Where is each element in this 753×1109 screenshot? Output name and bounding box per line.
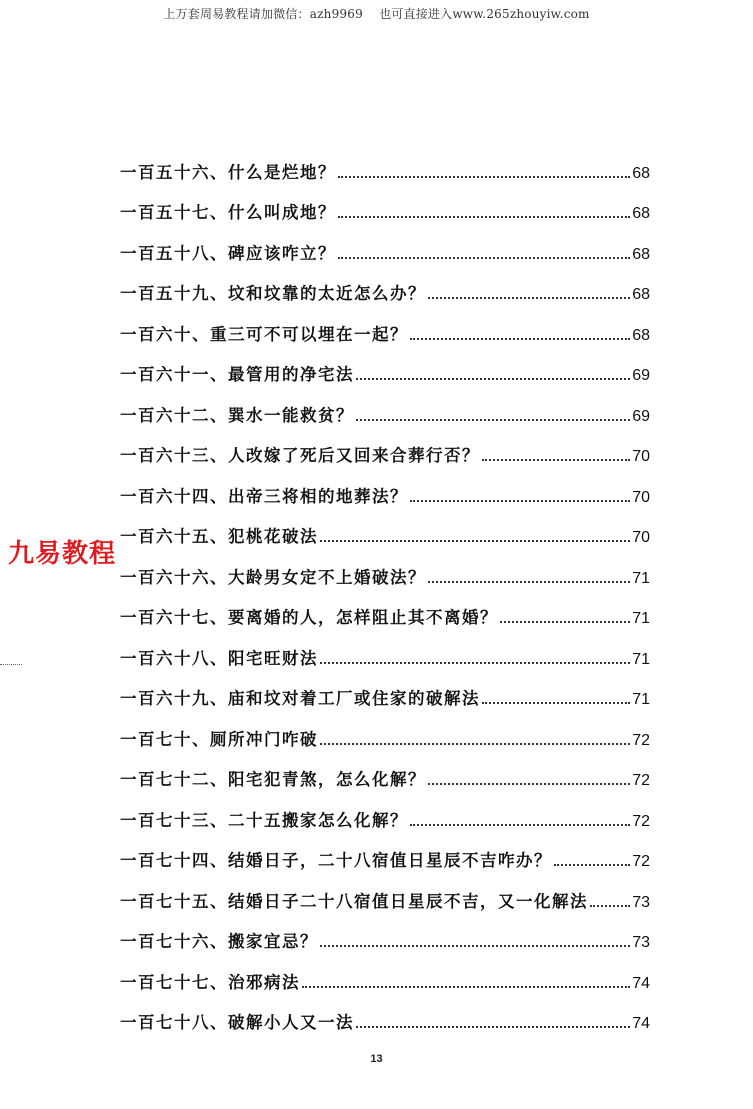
toc-entry[interactable] bbox=[120, 588, 650, 629]
toc-entry[interactable] bbox=[120, 871, 650, 912]
toc-entry-title: 一百六十二、巽水一能救贫？ bbox=[120, 405, 354, 425]
toc-entry[interactable] bbox=[120, 264, 650, 305]
toc-entry[interactable] bbox=[120, 993, 650, 1034]
toc-entry-page: 71 bbox=[632, 650, 650, 668]
toc-entry-page: 70 bbox=[632, 529, 650, 546]
toc-entry-page: 71 bbox=[632, 610, 650, 627]
toc-entry[interactable] bbox=[120, 790, 650, 831]
watermark-logo: 九易教程 bbox=[8, 539, 117, 569]
toc-entry[interactable] bbox=[120, 912, 650, 953]
toc-entry-page: 73 bbox=[632, 893, 650, 911]
toc-entry-page: 71 bbox=[632, 569, 650, 587]
toc-entry-title: 一百六十三、人改嫁了死后又回来合葬行否？ bbox=[120, 446, 480, 465]
toc-entry[interactable] bbox=[120, 345, 650, 386]
toc-entry-title: 一百七十五、结婚日子二十八宿值日星辰不吉，又一化解法 bbox=[120, 891, 588, 911]
leader-dots bbox=[554, 864, 630, 866]
toc-entry-title: 一百五十八、碑应该咋立？ bbox=[120, 243, 336, 263]
page-number: 13 bbox=[370, 1053, 383, 1065]
leader-dots bbox=[338, 216, 630, 218]
toc-entry[interactable] bbox=[120, 223, 650, 264]
toc-entry-title: 一百六十、重三可不可以埋在一起？ bbox=[120, 324, 408, 344]
toc-entry-title: 一百五十七、什么叫成地？ bbox=[120, 203, 336, 222]
margin-mark bbox=[0, 664, 22, 665]
toc-entry-title: 一百七十三、二十五搬家怎么化解？ bbox=[120, 810, 408, 830]
toc-entry-page: 72 bbox=[632, 853, 650, 870]
toc-entry-page: 70 bbox=[632, 448, 650, 465]
leader-dots bbox=[410, 824, 630, 826]
leader-dots bbox=[356, 1026, 630, 1028]
leader-dots bbox=[356, 378, 630, 380]
toc-entry-page: 72 bbox=[632, 731, 650, 749]
toc-entry[interactable] bbox=[120, 507, 650, 548]
toc-entry-page: 71 bbox=[632, 691, 650, 708]
toc-entry-title: 一百六十八、阳宅旺财法 bbox=[120, 648, 318, 668]
leader-dots bbox=[356, 419, 630, 421]
toc-entry-page: 74 bbox=[632, 1015, 650, 1032]
table-of-contents bbox=[120, 142, 650, 1033]
leader-dots bbox=[338, 257, 630, 259]
leader-dots bbox=[482, 459, 630, 461]
toc-entry[interactable] bbox=[120, 142, 650, 183]
toc-entry-title: 一百六十九、庙和坟对着工厂或住家的破解法 bbox=[120, 689, 480, 708]
leader-dots bbox=[320, 945, 630, 947]
toc-entry-title: 一百六十六、大龄男女定不上婚破法？ bbox=[120, 567, 426, 587]
toc-entry[interactable] bbox=[120, 952, 650, 993]
leader-dots bbox=[320, 540, 630, 542]
toc-entry-page: 74 bbox=[632, 974, 650, 992]
toc-entry-page: 72 bbox=[632, 772, 650, 789]
leader-dots bbox=[500, 621, 630, 623]
toc-entry-title: 一百七十七、治邪病法 bbox=[120, 972, 300, 992]
toc-entry[interactable] bbox=[120, 750, 650, 791]
leader-dots bbox=[338, 176, 630, 178]
toc-entry[interactable] bbox=[120, 304, 650, 345]
toc-entry-title: 一百七十、厕所冲门咋破 bbox=[120, 729, 318, 749]
toc-entry[interactable] bbox=[120, 547, 650, 588]
toc-entry-page: 68 bbox=[632, 245, 650, 263]
toc-entry-title: 一百七十六、搬家宜忌？ bbox=[120, 932, 318, 951]
toc-entry-title: 一百五十六、什么是烂地？ bbox=[120, 162, 336, 182]
toc-entry-title: 一百五十九、坟和坟靠的太近怎么办？ bbox=[120, 284, 426, 303]
toc-entry-title: 一百六十四、出帝三将相的地葬法？ bbox=[120, 486, 408, 506]
toc-entry[interactable] bbox=[120, 709, 650, 750]
leader-dots bbox=[482, 702, 630, 704]
toc-entry-page: 70 bbox=[632, 488, 650, 506]
toc-entry-page: 73 bbox=[632, 934, 650, 951]
toc-entry-page: 69 bbox=[632, 367, 650, 384]
toc-entry-page: 68 bbox=[632, 326, 650, 344]
toc-entry[interactable] bbox=[120, 183, 650, 224]
leader-dots bbox=[428, 297, 630, 299]
toc-entry-page: 68 bbox=[632, 205, 650, 222]
toc-entry[interactable] bbox=[120, 831, 650, 872]
toc-entry-page: 68 bbox=[632, 164, 650, 182]
header-banner: 上万套周易教程请加微信：azh9969 也可直接进入www.265zhouyiw.com bbox=[163, 7, 590, 21]
toc-entry-title: 一百六十一、最管用的净宅法 bbox=[120, 365, 354, 384]
toc-entry-page: 69 bbox=[632, 407, 650, 425]
leader-dots bbox=[428, 783, 630, 785]
leader-dots bbox=[590, 905, 630, 907]
leader-dots bbox=[410, 338, 630, 340]
toc-entry[interactable] bbox=[120, 669, 650, 710]
toc-entry-title: 一百七十八、破解小人又一法 bbox=[120, 1013, 354, 1032]
leader-dots bbox=[428, 581, 630, 583]
leader-dots bbox=[410, 500, 630, 502]
toc-entry-title: 一百六十五、犯桃花破法 bbox=[120, 527, 318, 546]
toc-entry-title: 一百七十四、结婚日子，二十八宿值日星辰不吉咋办？ bbox=[120, 851, 552, 870]
toc-entry[interactable] bbox=[120, 466, 650, 507]
leader-dots bbox=[320, 743, 630, 745]
leader-dots bbox=[302, 986, 630, 988]
toc-entry-page: 72 bbox=[632, 812, 650, 830]
toc-entry-title: 一百六十七、要离婚的人，怎样阻止其不离婚？ bbox=[120, 608, 498, 627]
toc-entry-title: 一百七十二、阳宅犯青煞，怎么化解？ bbox=[120, 770, 426, 789]
toc-entry-page: 68 bbox=[632, 286, 650, 303]
toc-entry[interactable] bbox=[120, 628, 650, 669]
toc-entry[interactable] bbox=[120, 385, 650, 426]
leader-dots bbox=[320, 662, 630, 664]
toc-entry[interactable] bbox=[120, 426, 650, 467]
